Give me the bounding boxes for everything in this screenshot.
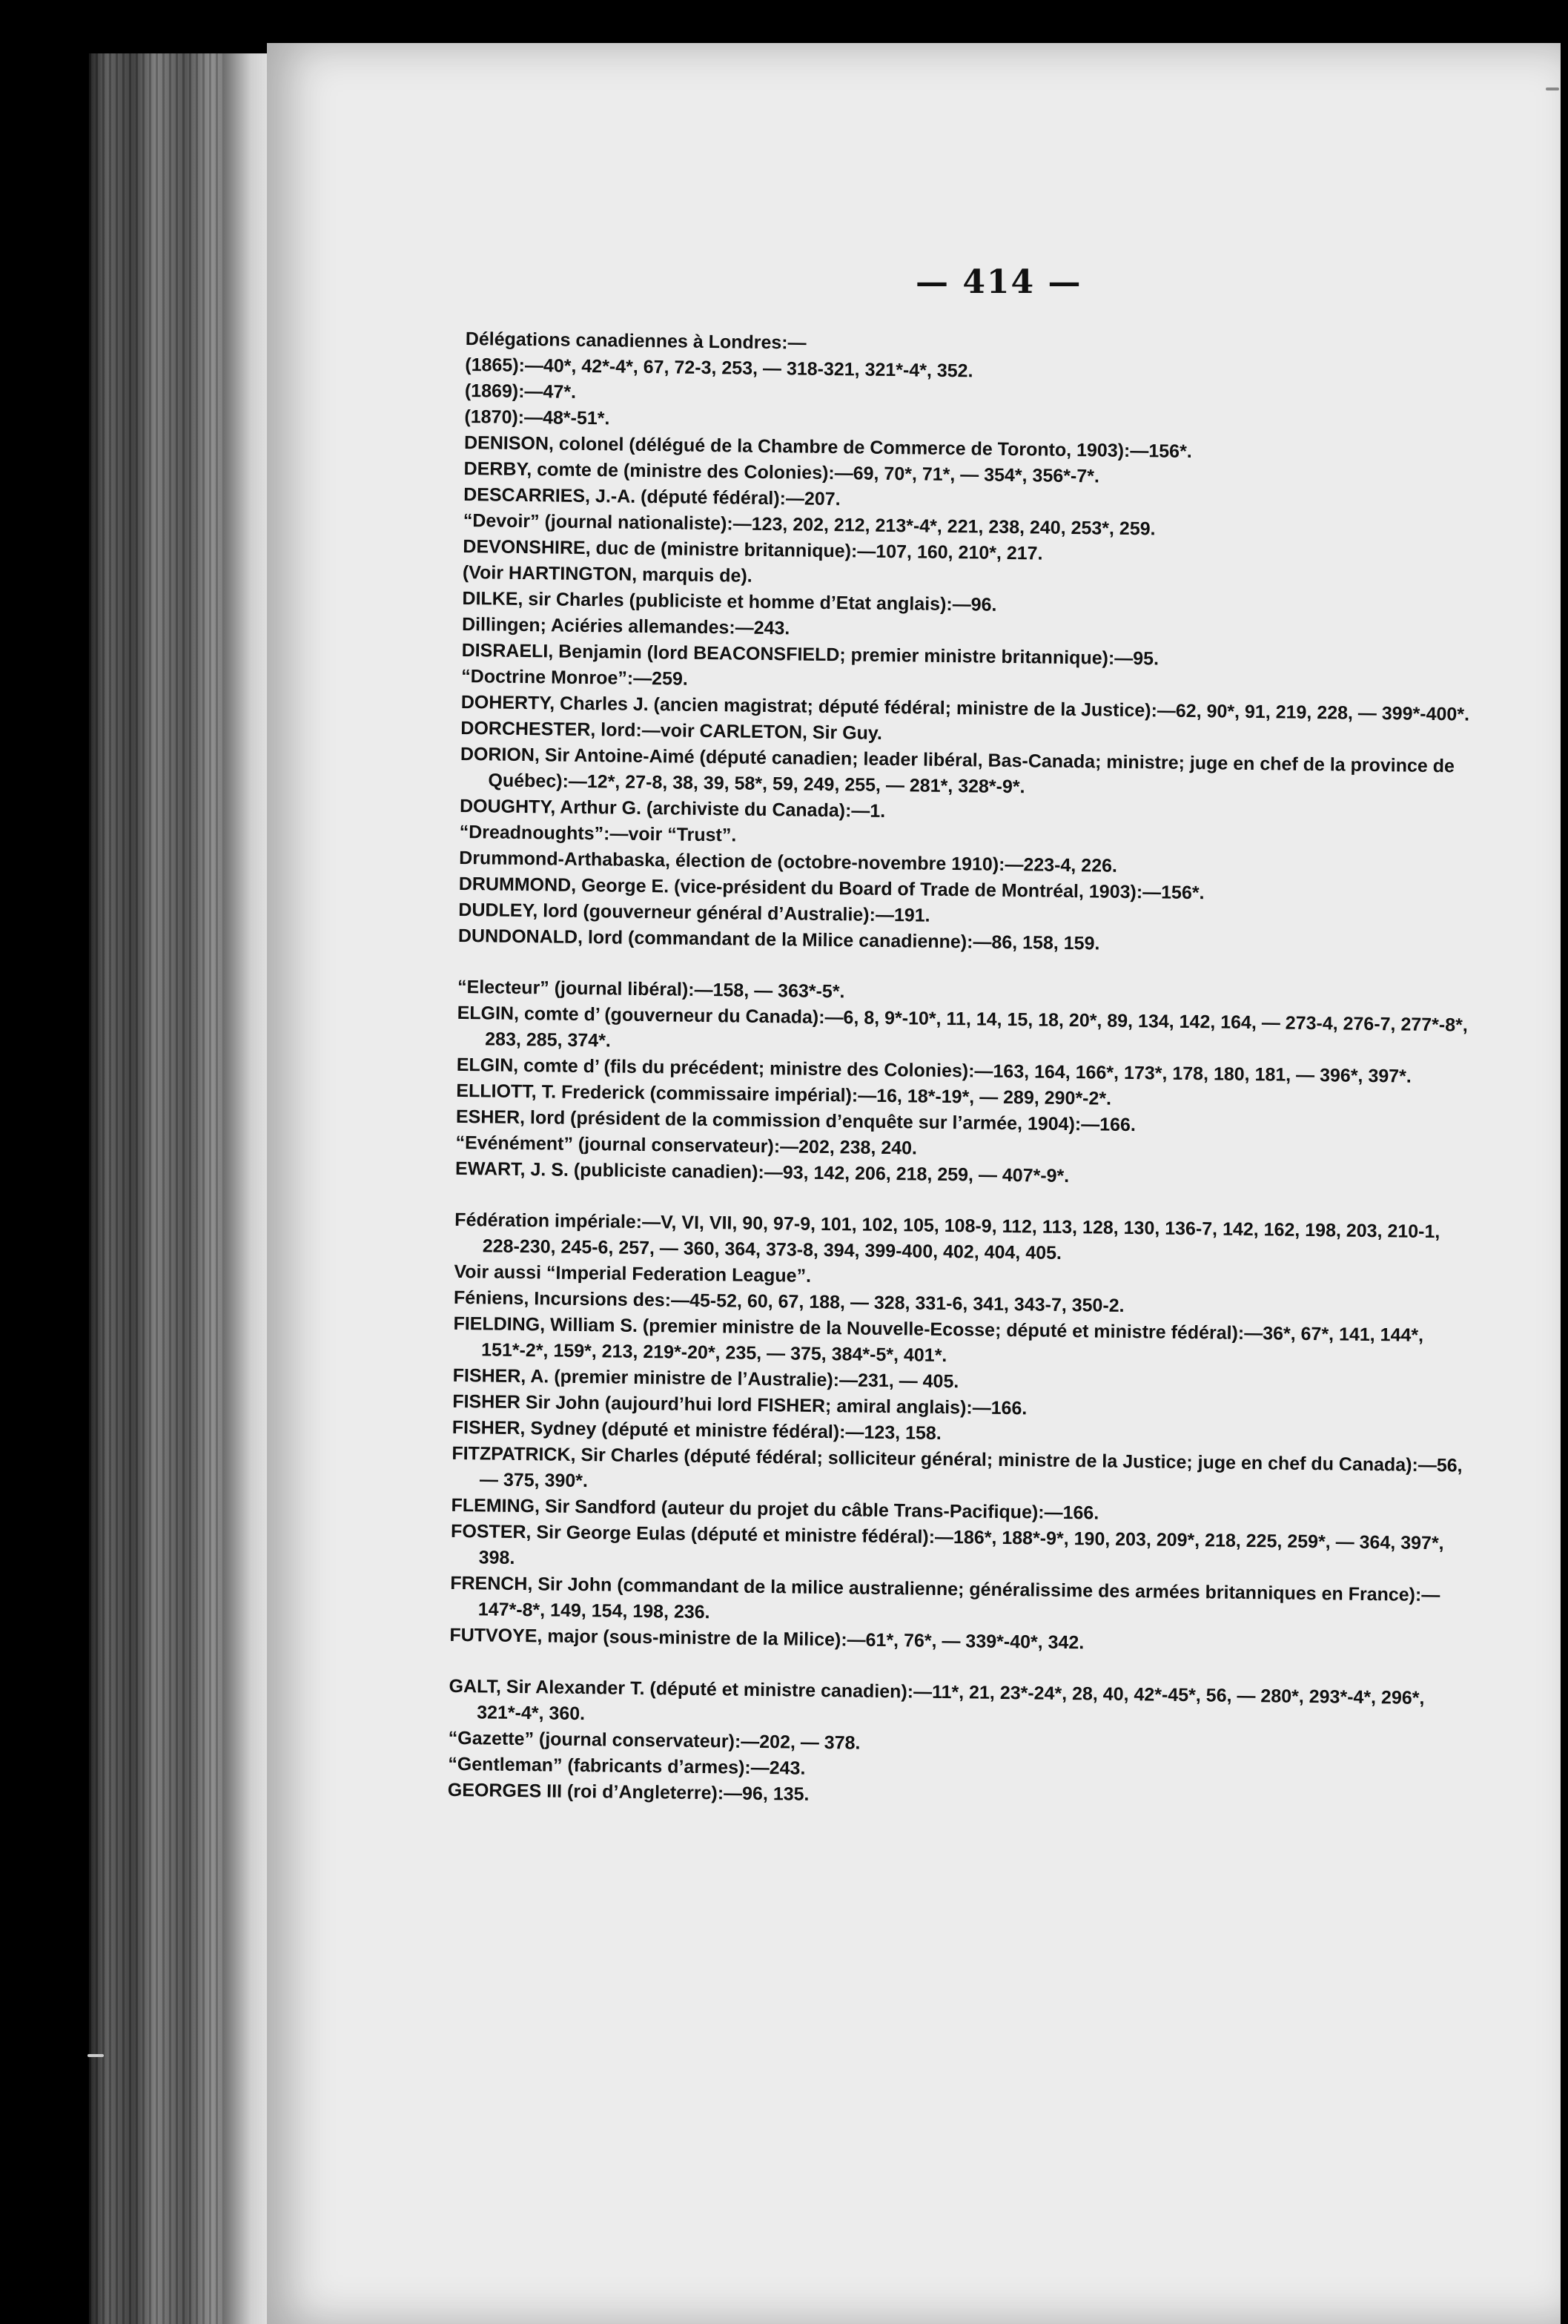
index-entry: Fédération impériale:—V, VI, VII, 90, 97-9, 101, 102, 105, 108-9, 112, 113, 128, 130, 136-7, 142, 162, 198, 203, 210-1, 228-230, 245-6, 257, — 360, 364, 373-8, 394, 399-400, 402, 404, 405.	[454, 1209, 1440, 1264]
index-entry: DEVONSHIRE, duc de (ministre britannique):—107, 160, 210*, 217.	[463, 535, 1043, 564]
index-entry: DORCHESTER, lord:—voir CARLETON, Sir Guy.	[460, 717, 883, 744]
index-entry: GALT, Sir Alexander T. (député et ministre canadien):—11*, 21, 23*-24*, 28, 40, 42*-45*, 56, — 280*, 293*-4*, 296*, 321*-4*, 360.	[449, 1675, 1425, 1725]
index-entry: “Evénément” (journal conservateur):—202, 238, 240.	[455, 1132, 918, 1159]
page-number: — 414 —	[916, 263, 1082, 301]
index-entry: “Gazette” (journal conservateur):—202, — 378.	[448, 1727, 861, 1754]
index-entry: DERBY, comte de (ministre des Colonies):—69, 70*, 71*, — 354*, 356*-7*.	[463, 458, 1100, 487]
index-entry: FOSTER, Sir George Eulas (député et ministre fédéral):—186*, 188*-9*, 190, 203, 209*, 218, 225, 259*, — 364, 397*, 398.	[450, 1520, 1444, 1568]
index-entry: DOUGHTY, Arthur G. (archiviste du Canada):—1.	[459, 795, 886, 822]
index-entry: ELLIOTT, T. Frederick (commissaire impérial):—16, 18*-19*, — 289, 290*-2*.	[456, 1080, 1112, 1109]
index-section	[448, 1674, 1472, 1816]
index-entry: DUDLEY, lord (gouverneur général d’Australie):—191.	[458, 899, 930, 926]
index-section	[458, 326, 1489, 962]
index-entry: ELGIN, comte d’ (fils du précédent; ministre des Colonies):—163, 164, 166*, 173*, 178, 180, 181, — 396*, 397*.	[456, 1054, 1412, 1087]
index-entry: FIELDING, William S. (premier ministre de la Nouvelle-Ecosse; député et ministre fédéral):—36*, 67*, 141, 144*, 151*-2*, 159*, 213, 219*-20*, 235, — 375, 384*-5*, 401*.	[453, 1313, 1424, 1367]
index-entry: “Doctrine Monroe”:—259.	[461, 665, 688, 690]
index-entry: FITZPATRICK, Sir Charles (député fédéral; solliciteur général; ministre de la Justice; juge en chef du Canada):—56, — 375, 390*.	[451, 1442, 1463, 1492]
index-entry: FISHER Sir John (aujourd’hui lord FISHER; amiral anglais):—166.	[452, 1390, 1028, 1419]
index-entry: “Dreadnoughts”:—voir “Trust”.	[459, 821, 737, 846]
index-entry: DILKE, sir Charles (publiciste et homme d’Etat anglais):—96.	[462, 587, 997, 615]
index-entry: “Gentleman” (fabricants d’armes):—243.	[448, 1753, 806, 1779]
index-entry: FISHER, Sydney (député et ministre fédéral):—123, 158.	[451, 1416, 942, 1444]
index-entry: EWART, J. S. (publiciste canadien):—93, 142, 206, 218, 259, — 407*-9*.	[454, 1158, 1070, 1187]
index-entry: DESCARRIES, J.-A. (député fédéral):—207.	[463, 483, 841, 510]
index-entry: Dillingen; Aciéries allemandes:—243.	[461, 613, 790, 639]
index-entry: ESHER, lord (président de la commission d’enquête sur l’armée, 1904):—166.	[455, 1106, 1137, 1136]
index-entry: Délégations canadiennes à Londres:—	[465, 328, 807, 354]
index-entry: Voir aussi “Imperial Federation League”.	[454, 1261, 812, 1287]
index-entry: DORION, Sir Antoine-Aimé (député canadien; leader libéral, Bas-Canada; ministre; juge en chef de la province de Québec):—12*, 27-8, 38, 39, 58*, 59, 249, 255, — 281*, 328*-9*.	[460, 743, 1455, 798]
index-entry: DISRAELI, Benjamin (lord BEACONSFIELD; premier ministre britannique):—95.	[461, 639, 1160, 670]
index-section	[449, 1207, 1478, 1661]
index-entry: FRENCH, Sir John (commandant de la milice australienne; généralissime des armées britanniques en France):—147*-8*, 149, 154, 198, 236.	[450, 1572, 1440, 1623]
index-entry: DUNDONALD, lord (commandant de la Milice canadienne):—86, 158, 159.	[457, 925, 1100, 954]
index-entry: FISHER, A. (premier ministre de l’Australie):—231, — 405.	[452, 1364, 959, 1393]
index-entry: (1865):—40*, 42*-4*, 67, 72-3, 253, — 318-321, 321*-4*, 352.	[465, 354, 973, 382]
index-entry: ELGIN, comte d’ (gouverneur du Canada):—6, 8, 9*-10*, 11, 14, 15, 18, 20*, 89, 134, 142, 164, — 273-4, 276-7, 277*-8*, 283, 285, 374*.	[457, 1002, 1468, 1052]
index-entry: (Voir HARTINGTON, marquis de).	[462, 561, 752, 587]
index-section	[455, 974, 1481, 1195]
scan-speck	[1546, 88, 1559, 90]
index-entry: “Devoir” (journal nationaliste):—123, 202, 212, 213*-4*, 221, 238, 240, 253*, 259.	[463, 509, 1156, 540]
index-entry: Drummond-Arthabaska, élection de (octobre-novembre 1910):—223-4, 226.	[459, 847, 1118, 877]
index-entry: “Electeur” (journal libéral):—158, — 363*-5*.	[457, 976, 845, 1003]
index-entry: (1869):—47*.	[464, 380, 577, 403]
index-entry: FLEMING, Sir Sandford (auteur du projet du câble Trans-Pacifique):—166.	[451, 1494, 1099, 1524]
index-entry: DOHERTY, Charles J. (ancien magistrat; député fédéral; ministre de la Justice):—62, 90*, 91, 219, 228, — 399*-400*.	[460, 691, 1470, 725]
index-entry: DRUMMOND, George E. (vice-président du Board of Trade de Montréal, 1903):—156*.	[458, 873, 1205, 904]
scan-speck	[87, 2054, 104, 2057]
index-entry: FUTVOYE, major (sous-ministre de la Milice):—61*, 76*, — 339*-40*, 342.	[449, 1624, 1085, 1654]
index-entry: (1870):—48*-51*.	[464, 406, 610, 429]
index-entry: GEORGES III (roi d’Angleterre):—96, 135.	[447, 1779, 810, 1805]
index-entry: DENISON, colonel (délégué de la Chambre de Commerce de Toronto, 1903):—156*.	[463, 432, 1192, 462]
index-entries	[448, 326, 1489, 1816]
index-entry: Féniens, Incursions des:—45-52, 60, 67, 188, — 328, 331-6, 341, 343-7, 350-2.	[453, 1287, 1125, 1316]
